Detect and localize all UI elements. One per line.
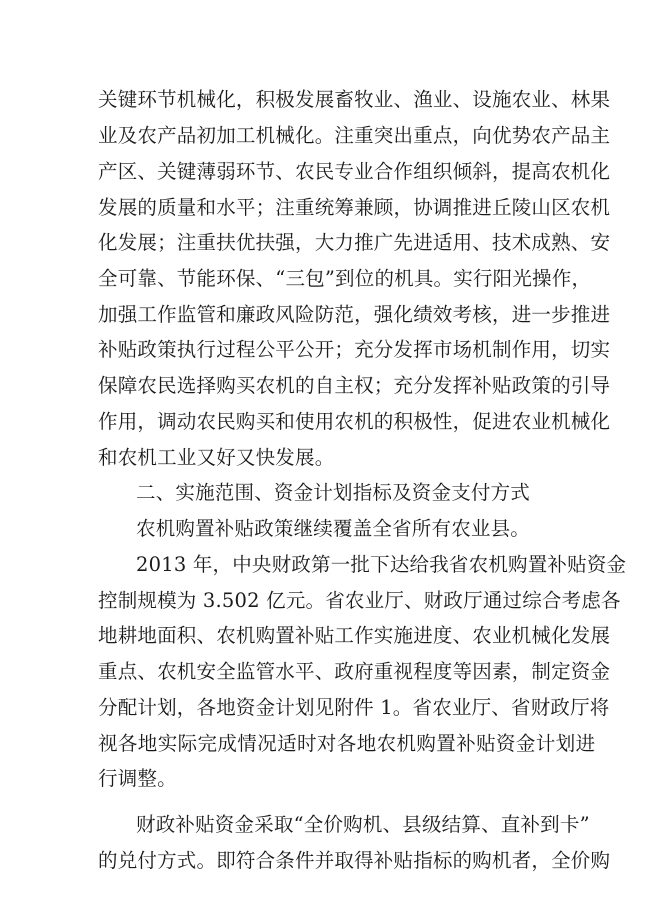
text-line: 农机购置补贴政策继续覆盖全省所有农业县。 [136, 517, 531, 540]
text-line: 全可靠、节能环保、“三包”到位的机具。实行阳光操作， [98, 267, 592, 290]
text-line: 分配计划，各地资金计划见附件 1。省农业厅、省财政厅将 [98, 696, 610, 719]
text-line: 的兑付方式。即符合条件并取得补贴指标的购机者，全价购 [98, 849, 611, 872]
text-line: 关键环节机械化，积极发展畜牧业、渔业、设施农业、林果 [98, 88, 611, 111]
text-line: 行调整。 [98, 767, 177, 790]
text-line: 作用，调动农民购买和使用农机的积极性，促进农业机械化 [98, 410, 611, 433]
text-line: 2013 年，中央财政第一批下达给我省农机购置补贴资金 [136, 553, 627, 576]
text-line: 产区、关键薄弱环节、农民专业合作组织倾斜，提高农机化 [98, 160, 611, 183]
section-heading: 二、实施范围、资金计划指标及资金支付方式 [136, 481, 531, 504]
text-line: 补贴政策执行过程公平公开；充分发挥市场机制作用，切实 [98, 338, 611, 361]
text-line: 加强工作监管和廉政风险防范，强化绩效考核，进一步推进 [98, 303, 611, 326]
text-line: 业及农产品初加工机械化。注重突出重点，向优势农产品主 [98, 124, 611, 147]
text-line: 保障农民选择购买农机的自主权；充分发挥补贴政策的引导 [98, 374, 611, 397]
text-line: 化发展；注重扶优扶强，大力推广先进适用、技术成熟、安 [98, 231, 611, 254]
text-line: 和农机工业又好又快发展。 [98, 446, 335, 469]
text-line: 发展的质量和水平；注重统筹兼顾，协调推进丘陵山区农机 [98, 196, 611, 219]
text-line: 视各地实际完成情况适时对各地农机购置补贴资金计划进 [98, 732, 596, 755]
text-line: 财政补贴资金采取“全价购机、县级结算、直补到卡” [136, 813, 590, 836]
text-line: 地耕地面积、农机购置补贴工作实施进度、农业机械化发展 [98, 624, 611, 647]
text-line: 重点、农机安全监管水平、政府重视程度等因素，制定资金 [98, 660, 611, 683]
text-line: 控制规模为 3.502 亿元。省农业厅、财政厅通过综合考虑各 [98, 589, 621, 612]
